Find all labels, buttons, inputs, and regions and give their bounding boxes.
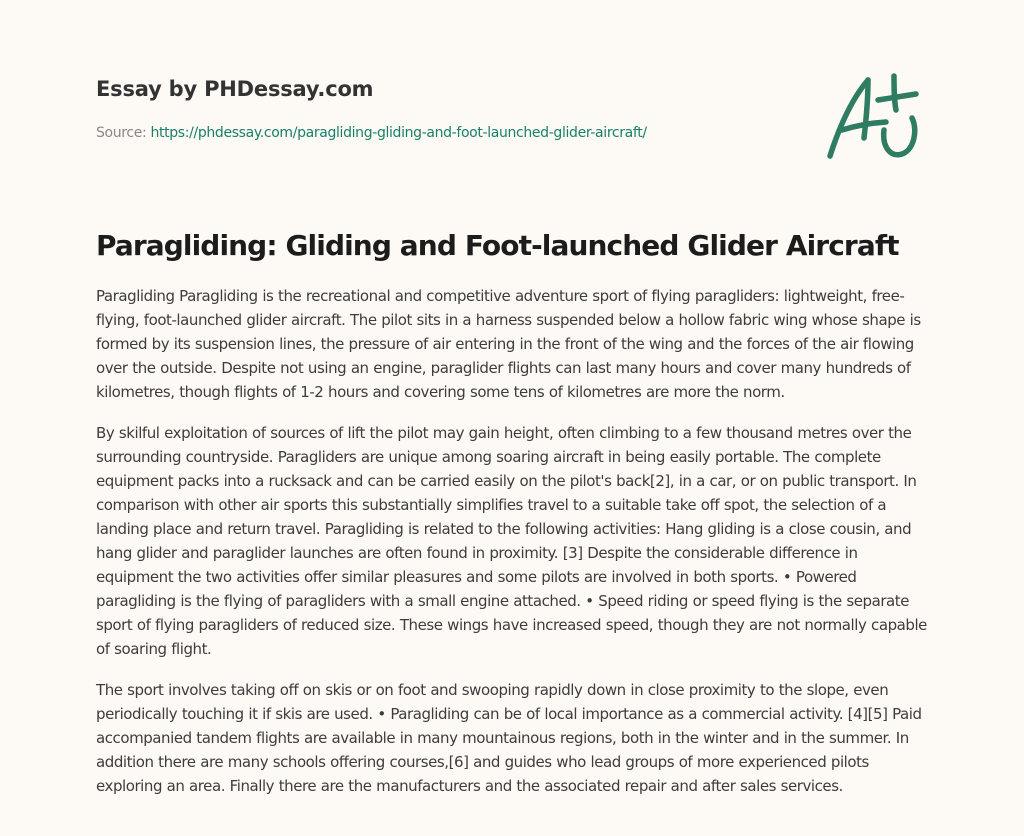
article-title: Paragliding: Gliding and Foot-launched Glider Aircraft [96, 229, 899, 262]
source-label: Source: [96, 125, 147, 141]
paragraph-3: The sport involves taking off on skis or on foot and swooping rapidly down in close proximity to the slope, even periodically touching it if skis are used. • Paragliding can be of local importance as a commercial activity. [4][5] Paid accompanied tandem flights are available in many mountainous regions, both in the winter and in the summer. In addition there are many schools offering courses,[6] and guides who lead groups of more experienced pilots exploring an area. Finally there are the manufacturers and the associated repair and after sales services. [96, 681, 922, 795]
site-title: Essay by PHDessay.com [96, 77, 374, 101]
source-line [96, 123, 796, 143]
article-body [96, 284, 932, 815]
paragraph-1: Paragliding Paragliding is the recreational and competitive adventure sport of flying paragliders: lightweight, free-flying, foot-launched glider aircraft. The pilot sits in a harness suspended below a hollow fabric wing whose shape is formed by its suspension lines, the pressure of air entering in the front of the wing and the forces of the air flowing over the outside. Despite not using an engine, paraglider flights can last many hours and cover many hundreds of kilometres, though flights of 1-2 hours and covering some tens of kilometres are more the norm. [96, 287, 921, 401]
site-header [96, 74, 796, 143]
a-plus-grade-icon [820, 66, 932, 166]
paragraph-2: By skilful exploitation of sources of lift the pilot may gain height, often climbing to a few thousand metres over the surrounding countryside. Paragliders are unique among soaring aircraft in being easily portable. The complete equipment packs into a rucksack and can be carried easily on the pilot's back[2], in a car, or on public transport. In comparison with other air sports this substantially simplifies travel to a suitable take off spot, the selection of a landing place and return travel. Paragliding is related to the following activities: Hang gliding is a close cousin, and hang glider and paraglider launches are often found in proximity. [3] Despite the considerable difference in equipment the two activities offer similar pleasures and some pilots are involved in both sports. • Powered paragliding is the flying of paragliders with a small engine attached. • Speed riding or speed flying is the separate sport of flying paragliders of reduced size. These wings have increased speed, though they are not normally capable of soaring flight. [96, 424, 927, 658]
source-link[interactable]: https://phdessay.com/paragliding-gliding-and-foot-launched-glider-aircraft/ [150, 125, 647, 141]
